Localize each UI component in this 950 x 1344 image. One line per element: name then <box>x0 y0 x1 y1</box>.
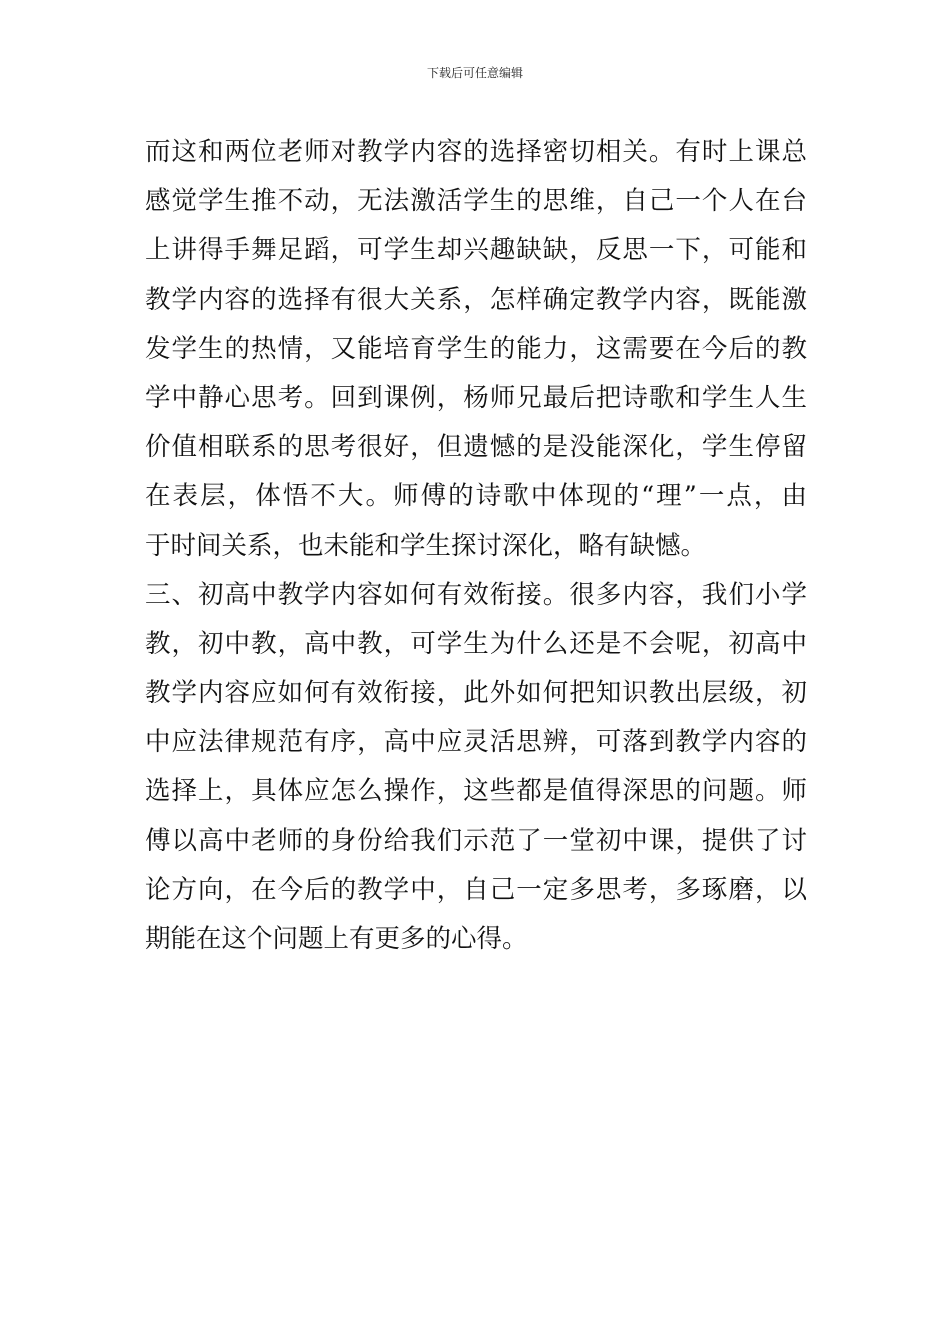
text-line: 傅以高中老师的身份给我们示范了一堂初中课，提供了讨 <box>145 825 807 856</box>
text-line: 学中静心思考。回到课例，杨师兄最后把诗歌和学生人生 <box>145 382 807 413</box>
text-line: 论方向，在今后的教学中，自己一定多思考，多琢磨，以 <box>145 874 807 905</box>
text-line: 中应法律规范有序，高中应灵活思辨，可落到教学内容的 <box>145 727 807 758</box>
text-line: 教学内容应如何有效衔接，此外如何把知识教出层级，初 <box>145 678 807 709</box>
page-header: 下载后可任意编辑 <box>426 66 523 80</box>
text-line: 教，初中教，高中教，可学生为什么还是不会呢，初高中 <box>145 628 807 659</box>
text-line: 选择上，具体应怎么操作，这些都是值得深思的问题。师 <box>145 776 807 807</box>
document-body <box>145 128 807 964</box>
text-line: 期能在这个问题上有更多的心得。 <box>145 924 528 954</box>
text-line: 价值相联系的思考很好，但遗憾的是没能深化，学生停留 <box>145 432 807 463</box>
text-line: 发学生的热情，又能培育学生的能力，这需要在今后的教 <box>145 333 807 364</box>
text-line: 三、初高中教学内容如何有效衔接。很多内容，我们小学 <box>145 579 807 610</box>
text-line: 感觉学生推不动，无法激活学生的思维，自己一个人在台 <box>145 186 807 217</box>
text-line: 教学内容的选择有很大关系，怎样确定教学内容，既能激 <box>145 284 807 315</box>
text-line: 在表层，体悟不大。师傅的诗歌中体现的“理”一点，由 <box>145 481 807 512</box>
text-line: 上讲得手舞足蹈，可学生却兴趣缺缺，反思一下，可能和 <box>145 235 807 266</box>
text-line: 而这和两位老师对教学内容的选择密切相关。有时上课总 <box>145 137 807 167</box>
text-line: 于时间关系，也未能和学生探讨深化，略有缺憾。 <box>145 530 707 561</box>
